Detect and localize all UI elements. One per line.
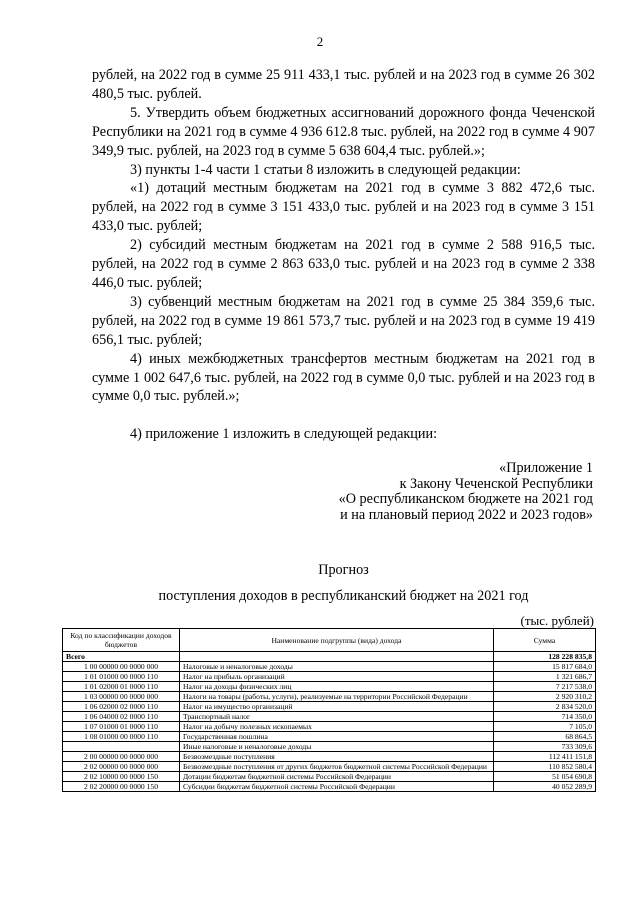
row-name: Налоги на товары (работы, услуги), реализуемые на территории Российской Федерации [180, 692, 494, 702]
row-code: 1 00 00000 00 0000 000 [63, 662, 180, 672]
header-code: Код по классификации доходов бюджетов [63, 629, 180, 652]
row-code: 1 07 01000 01 0000 110 [63, 722, 180, 732]
table-row [63, 772, 596, 782]
row-name: Транспортный налог [180, 712, 494, 722]
table-row [63, 712, 596, 722]
paragraph: 4) иных межбюджетных трансфертов местным бюджетам на 2021 год в сумме 1 002 647,6 тыс. рублей, на 2022 год в сумме 0,0 тыс. рублей и на 2023 год в сумме 0,0 тыс. рублей.»; [92, 350, 595, 405]
row-amount: 15 817 684,0 [494, 662, 596, 672]
row-name [180, 652, 494, 662]
row-code: 1 06 04000 02 0000 110 [63, 712, 180, 722]
revenue-table [62, 628, 596, 792]
paragraph: 3) субвенций местным бюджетам на 2021 год в сумме 25 384 359,6 тыс. рублей, на 2022 год в сумме 19 861 573,7 тыс. рублей и на 2023 год в сумме 19 419 656,1 тыс. рублей; [92, 293, 595, 348]
row-amount: 40 052 289,9 [494, 782, 596, 792]
row-name: Безвозмездные поступления от других бюджетов бюджетной системы Российской Федерации [180, 762, 494, 772]
row-code [63, 742, 180, 752]
units-note: (тыс. рублей) [520, 613, 594, 628]
forecast-subtitle: поступления доходов в республиканский бюджет на 2021 год [158, 588, 529, 604]
table-row [63, 662, 596, 672]
row-amount: 112 411 151,8 [494, 752, 596, 762]
row-code: 2 00 00000 00 0000 000 [63, 752, 180, 762]
row-name: Налог на добычу полезных ископаемых [180, 722, 494, 732]
row-code: 1 03 00000 00 0000 000 [63, 692, 180, 702]
row-amount: 68 864,5 [494, 732, 596, 742]
paragraph: рублей, на 2022 год в сумме 25 911 433,1 тыс. рублей и на 2023 год в сумме 26 302 480,5 тыс. рублей. [92, 67, 595, 102]
table-row [63, 652, 596, 662]
paragraph: 3) пункты 1-4 части 1 статьи 8 изложить в следующей редакции: [130, 161, 521, 178]
row-name: Безвозмездные поступления [180, 752, 494, 762]
table-row [63, 682, 596, 692]
table-row [63, 722, 596, 732]
table-row [63, 762, 596, 772]
appendix-note [339, 461, 593, 523]
row-code: 1 01 02000 01 0000 110 [63, 682, 180, 692]
row-code: 2 02 10000 00 0000 150 [63, 772, 180, 782]
row-name: Налог на доходы физических лиц [180, 682, 494, 692]
paragraph: 5. Утвердить объем бюджетных ассигнований дорожного фонда Чеченской Республики на 2021 год в сумме 4 936 612.8 тыс. рублей, на 2022 год в сумме 4 907 349,9 тыс. рублей, на 2023 год в сумме 5 638 604,4 тыс. рублей.»; [92, 104, 595, 159]
table-row [63, 782, 596, 792]
paragraph: 2) субсидий местным бюджетам на 2021 год в сумме 2 588 916,5 тыс. рублей, на 2022 год в сумме 2 863 633,0 тыс. рублей и на 2023 год в сумме 2 338 446,0 тыс. рублей; [92, 237, 595, 291]
table-row [63, 742, 596, 752]
row-amount: 733 309,6 [494, 742, 596, 752]
table-row [63, 732, 596, 742]
appendix-note-line: к Закону Чеченской Республики [399, 475, 593, 492]
row-name: Дотации бюджетам бюджетной системы Российской Федерации [180, 772, 494, 782]
row-amount: 7 217 538,0 [494, 682, 596, 692]
header-name: Наименование подгруппы (вида) дохода [180, 629, 494, 652]
row-code: 2 02 00000 00 0000 000 [63, 762, 180, 772]
row-name: Налоговые и неналоговые доходы [180, 662, 494, 672]
paragraph: 4) приложение 1 изложить в следующей редакции: [130, 426, 438, 443]
table-row [63, 702, 596, 712]
appendix-note-line: и на плановый период 2022 и 2023 годов» [340, 506, 593, 523]
header-amount: Сумма [494, 629, 596, 652]
row-code: Всего [63, 652, 180, 662]
row-amount: 2 834 520,0 [494, 702, 596, 712]
table-header-row [63, 629, 596, 652]
row-name: Налог на имущество организаций [180, 702, 494, 712]
row-amount: 1 321 686,7 [494, 672, 596, 682]
row-amount: 110 852 580,4 [494, 762, 596, 772]
row-amount: 714 350,0 [494, 712, 596, 722]
row-amount: 7 105,0 [494, 722, 596, 732]
page-number: 2 [316, 34, 324, 49]
row-name: Государственная пошлина [180, 732, 494, 742]
paragraph: «1) дотаций местным бюджетам на 2021 год в сумме 3 882 472,6 тыс. рублей, на 2022 год в сумме 3 151 433,0 тыс. рублей и на 2023 год в сумме 3 151 433,0 тыс. рублей; [92, 180, 595, 235]
row-code: 1 06 02000 02 0000 110 [63, 702, 180, 712]
row-code: 1 08 01000 00 0000 110 [63, 732, 180, 742]
appendix-note-line: «Приложение 1 [499, 460, 593, 476]
table-row [63, 752, 596, 762]
row-amount: 51 054 690,8 [494, 772, 596, 782]
main-body-text [92, 66, 595, 444]
row-name: Налог на прибыль организаций [180, 672, 494, 682]
row-name: Субсидии бюджетам бюджетной системы Российской Федерации [180, 782, 494, 792]
row-code: 1 01 01000 00 0000 110 [63, 672, 180, 682]
row-name: Иные налоговые и неналоговые доходы [180, 742, 494, 752]
appendix-note-line: «О республиканском бюджете на 2021 год [338, 491, 593, 507]
row-amount: 2 920 310,2 [494, 692, 596, 702]
row-code: 2 02 20000 00 0000 150 [63, 782, 180, 792]
forecast-title: Прогноз [318, 562, 369, 578]
table-row [63, 672, 596, 682]
row-amount: 128 228 835,8 [494, 652, 596, 662]
table-row [63, 692, 596, 702]
